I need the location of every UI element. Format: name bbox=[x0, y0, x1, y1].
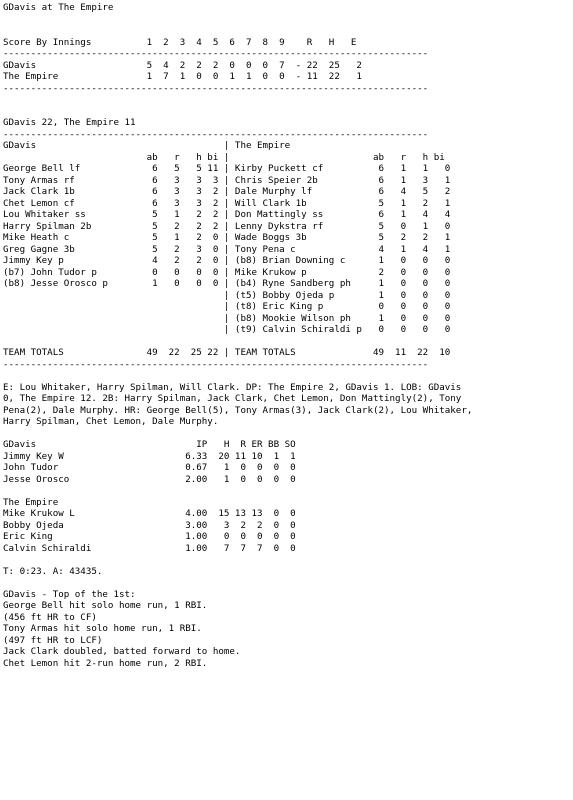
text-line: Mike Krukow L 4.00 15 13 13 0 0 bbox=[3, 508, 296, 519]
box-score-text bbox=[3, 2, 573, 669]
text-line: | (t5) Bobby Ojeda p 1 0 0 0 bbox=[3, 289, 451, 301]
text-line: Jesse Orosco 2.00 1 0 0 0 0 bbox=[3, 473, 296, 485]
text-line: Score By Innings 1 2 3 4 5 6 7 8 9 R H E bbox=[3, 36, 357, 48]
text-line: Eric King 1.00 0 0 0 0 0 bbox=[3, 531, 296, 542]
text-line: GDavis 5 4 2 2 2 0 0 0 7 - 22 25 2 bbox=[3, 59, 362, 71]
text-line: Tony Armas hit solo home run, 1 RBI. bbox=[3, 623, 202, 634]
text-line: (456 ft HR to CF) bbox=[3, 611, 97, 623]
text-line: T: 0:23. A: 43435. bbox=[3, 565, 103, 577]
divider-line: ----------------------------------------------------------------------------- bbox=[3, 82, 429, 94]
text-line: The Empire 1 7 1 0 0 1 1 0 0 - 11 22 1 bbox=[3, 71, 362, 82]
text-line: Tony Armas rf 6 3 3 3 | Chris Speier 2b 6 1 3 1 bbox=[3, 174, 451, 186]
divider-line: ----------------------------------------------------------------------------- bbox=[3, 48, 429, 59]
text-line: TEAM TOTALS 49 22 25 22 | TEAM TOTALS 49 11 22 10 bbox=[3, 347, 451, 358]
text-line: GDavis at The Empire bbox=[3, 2, 114, 13]
text-line: Harry Spilman, Chet Lemon, Dale Murphy. bbox=[3, 416, 219, 427]
text-line: GDavis IP H R ER BB SO bbox=[3, 439, 296, 450]
text-line: | (b8) Mookie Wilson ph 1 0 0 0 bbox=[3, 312, 451, 324]
text-line: | (t9) Calvin Schiraldi p 0 0 0 0 bbox=[3, 324, 451, 335]
text-line: Jack Clark 1b 6 3 3 2 | Dale Murphy lf 6 4 5 2 bbox=[3, 186, 451, 197]
text-line: Jack Clark doubled, batted forward to home. bbox=[3, 646, 241, 657]
text-line: Chet Lemon hit 2-run home run, 2 RBI. bbox=[3, 657, 208, 669]
text-line: George Bell lf 6 5 5 11 | Kirby Puckett cf 6 1 1 0 bbox=[3, 163, 451, 174]
text-line: Mike Heath c 5 1 2 0 | Wade Boggs 3b 5 2 2 1 bbox=[3, 232, 451, 243]
text-line: E: Lou Whitaker, Harry Spilman, Will Clark. DP: The Empire 2, GDavis 1. LOB: GDavis bbox=[3, 381, 462, 393]
text-line: GDavis 22, The Empire 11 bbox=[3, 117, 136, 128]
text-line: George Bell hit solo home run, 1 RBI. bbox=[3, 600, 208, 611]
text-line: Jimmy Key p 4 2 2 0 | (b8) Brian Downing c 1 0 0 0 bbox=[3, 255, 451, 266]
text-line: Chet Lemon cf 6 3 3 2 | Will Clark 1b 5 1 2 1 bbox=[3, 197, 451, 209]
text-line: (b7) John Tudor p 0 0 0 0 | Mike Krukow p 2 0 0 0 bbox=[3, 266, 451, 278]
text-line: Jimmy Key W 6.33 20 11 10 1 1 bbox=[3, 450, 296, 462]
text-line: | (t8) Eric King p 0 0 0 0 bbox=[3, 301, 451, 312]
text-line: 0, The Empire 12. 2B: Harry Spilman, Jack Clark, Chet Lemon, Don Mattingly(2), Tony bbox=[3, 393, 462, 404]
text-line: (b8) Jesse Orosco p 1 0 0 0 | (b4) Ryne Sandberg ph 1 0 0 0 bbox=[3, 278, 451, 289]
divider-line: ----------------------------------------------------------------------------- bbox=[3, 358, 429, 370]
text-line: Calvin Schiraldi 1.00 7 7 7 0 0 bbox=[3, 542, 296, 554]
text-line: GDavis | The Empire bbox=[3, 140, 291, 151]
text-line: Harry Spilman 2b 5 2 2 2 | Lenny Dykstra rf 5 0 1 0 bbox=[3, 220, 451, 232]
divider-line: ----------------------------------------------------------------------------- bbox=[3, 128, 429, 140]
text-line: Greg Gagne 3b 5 2 3 0 | Tony Pena c 4 1 4 1 bbox=[3, 243, 451, 255]
text-line: John Tudor 0.67 1 0 0 0 0 bbox=[3, 462, 296, 473]
text-line: (497 ft HR to LCF) bbox=[3, 634, 103, 646]
text-line: Bobby Ojeda 3.00 3 2 2 0 0 bbox=[3, 519, 296, 531]
text-line: ab r h bi | ab r h bi bbox=[3, 151, 445, 163]
text-line: The Empire bbox=[3, 496, 59, 508]
text-line: Lou Whitaker ss 5 1 2 2 | Don Mattingly ss 6 1 4 4 bbox=[3, 209, 451, 220]
text-line: GDavis - Top of the 1st: bbox=[3, 588, 136, 600]
text-line: Pena(2), Dale Murphy. HR: George Bell(5), Tony Armas(3), Jack Clark(2), Lou Whitaker, bbox=[3, 404, 473, 416]
